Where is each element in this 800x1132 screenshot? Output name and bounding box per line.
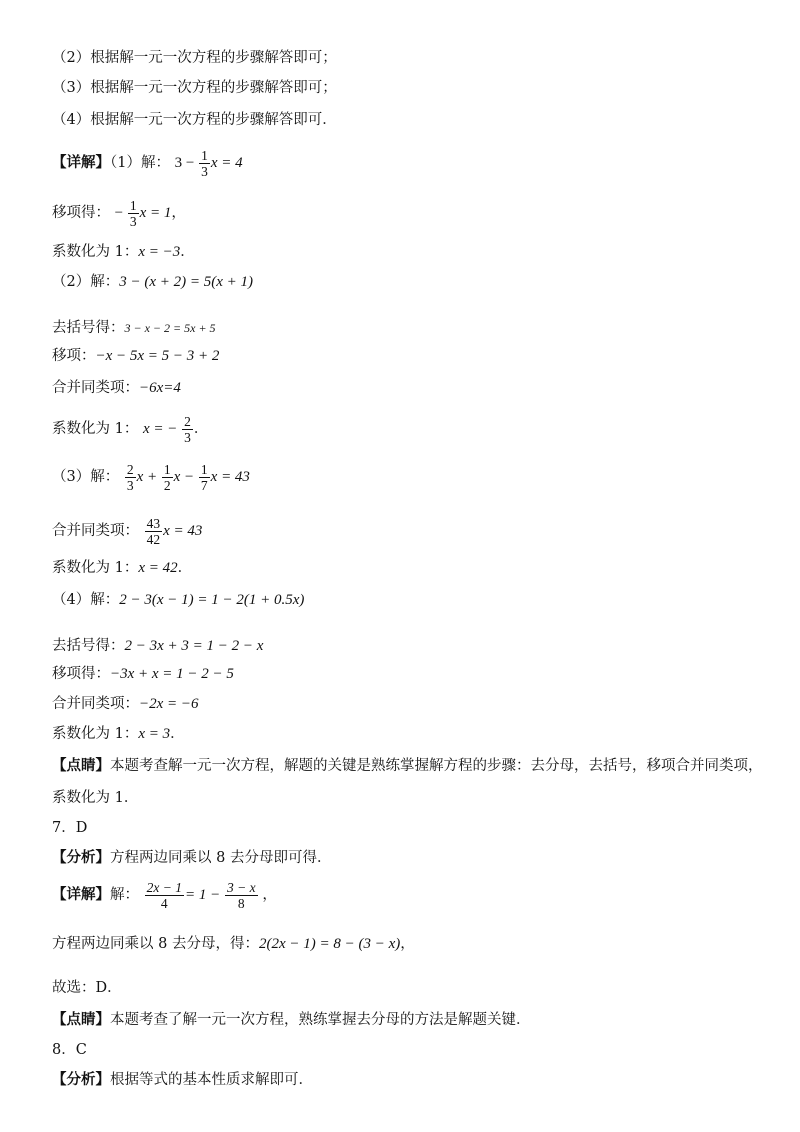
text-line: （3）根据解一元一次方程的步骤解答即可； (52, 80, 337, 96)
equation: 3 − (x + 2) = 5(x + 1) (119, 274, 254, 290)
text-line: 【点睛】本题考查了解一元一次方程，熟练掌握去分母的方法是解题关键． (52, 1011, 531, 1028)
analysis-tag: 【分析】 (52, 849, 110, 866)
solution-line: （2）解：3 − (x + 2) = 5(x + 1) (52, 274, 254, 290)
question-number: 8．C (52, 1042, 87, 1058)
text-line: 系数化为 1． (52, 790, 139, 806)
question-number: 7．D (52, 820, 88, 836)
equation: x = 3 (138, 726, 171, 742)
text-line: 【分析】根据等式的基本性质求解即可． (52, 1071, 313, 1088)
solution-line: 合并同类项：−6x=4 (52, 380, 181, 396)
equation: 3 − x − 2 = 5x + 5 (124, 321, 216, 335)
solution-line: 移项得：−3x + x = 1 − 2 − 5 (52, 666, 234, 682)
remark-tag: 【点睛】 (52, 1011, 110, 1028)
text-line: 故选：D． (52, 980, 122, 996)
solution-line: 移项得： − $\frac{1}{3}$ x = 1， (52, 198, 186, 229)
solution-line: 【详解】（1）解： 3 − $\frac{1}{3}$ x = 4 (52, 148, 243, 179)
equation: −2x = −6 (139, 696, 199, 712)
equation: 2 − 3x + 3 = 1 − 2 − x (124, 638, 264, 654)
text-line: （4）根据解一元一次方程的步骤解答即可． (52, 112, 337, 128)
solution-line: 去括号得：3 − x − 2 = 5x + 5 (52, 320, 216, 336)
solution-line: 系数化为 1：x = 3． (52, 726, 185, 742)
solution-line: 合并同类项：−2x = −6 (52, 696, 199, 712)
equation: $\frac{2x - 1}{4}$ = 1 − $\frac{3 - x}{8}$ (146, 880, 256, 911)
solution-line: 系数化为 1：x = −3． (52, 244, 195, 260)
solution-line: 系数化为 1： x = − $\frac{2}{3}$ ． (52, 414, 209, 445)
remark-tag: 【点睛】 (52, 757, 110, 774)
detail-tag: 【详解】 (52, 885, 110, 903)
solution-line: 合并同类项： $\frac{43}{42}$ x = 43 (52, 516, 203, 547)
equation: −3x + x = 1 − 2 − 5 (110, 666, 234, 682)
equation: $\frac{43}{42}$ x = 43 (146, 516, 203, 547)
equation: x = −3 (138, 244, 181, 260)
solution-line: 方程两边同乘以 8 去分母，得：2(2x − 1) = 8 − (3 − x)， (52, 936, 415, 952)
equation: x = 42 (138, 560, 178, 576)
equation: −x − 5x = 5 − 3 + 2 (95, 348, 220, 364)
solution-line: （4）解：2 − 3(x − 1) = 1 − 2(1 + 0.5x) (52, 592, 305, 608)
equation: x = − $\frac{2}{3}$ (142, 414, 191, 445)
solution-line: 去括号得：2 − 3x + 3 = 1 − 2 − x (52, 638, 264, 654)
equation: −6x=4 (139, 380, 181, 396)
solution-line: 系数化为 1：x = 42． (52, 560, 193, 576)
text-line: （2）根据解一元一次方程的步骤解答即可； (52, 50, 337, 66)
equation: 2(2x − 1) = 8 − (3 − x) (258, 936, 401, 952)
equation: 2 − 3(x − 1) = 1 − 2(1 + 0.5x) (119, 592, 305, 608)
text-line: 【点睛】本题考查解一元一次方程，解题的关键是熟练掌握解方程的步骤：去分母，去括号，移项合并同类项， (52, 757, 763, 774)
solution-line: 【详解】解： $\frac{2x - 1}{4}$ = 1 − $\frac{3 - x}{8}$ ， (52, 880, 277, 911)
solution-line: 移项：−x − 5x = 5 − 3 + 2 (52, 348, 220, 364)
text-line: 【分析】方程两边同乘以 8 去分母即可得． (52, 849, 332, 866)
detail-tag: 【详解】 (52, 153, 110, 171)
solution-line: （3）解： $\frac{2}{3}$ x + $\frac{1}{2}$ x − $\frac{1}{7}$ x = 43 (52, 462, 250, 493)
equation: $\frac{2}{3}$ x + $\frac{1}{2}$ x − $\frac{1}{7}$ x = 43 (126, 462, 250, 493)
equation: 3 − $\frac{1}{3}$ x = 4 (174, 148, 243, 179)
analysis-tag: 【分析】 (52, 1071, 110, 1088)
equation: − $\frac{1}{3}$ x = 1 (114, 198, 172, 229)
